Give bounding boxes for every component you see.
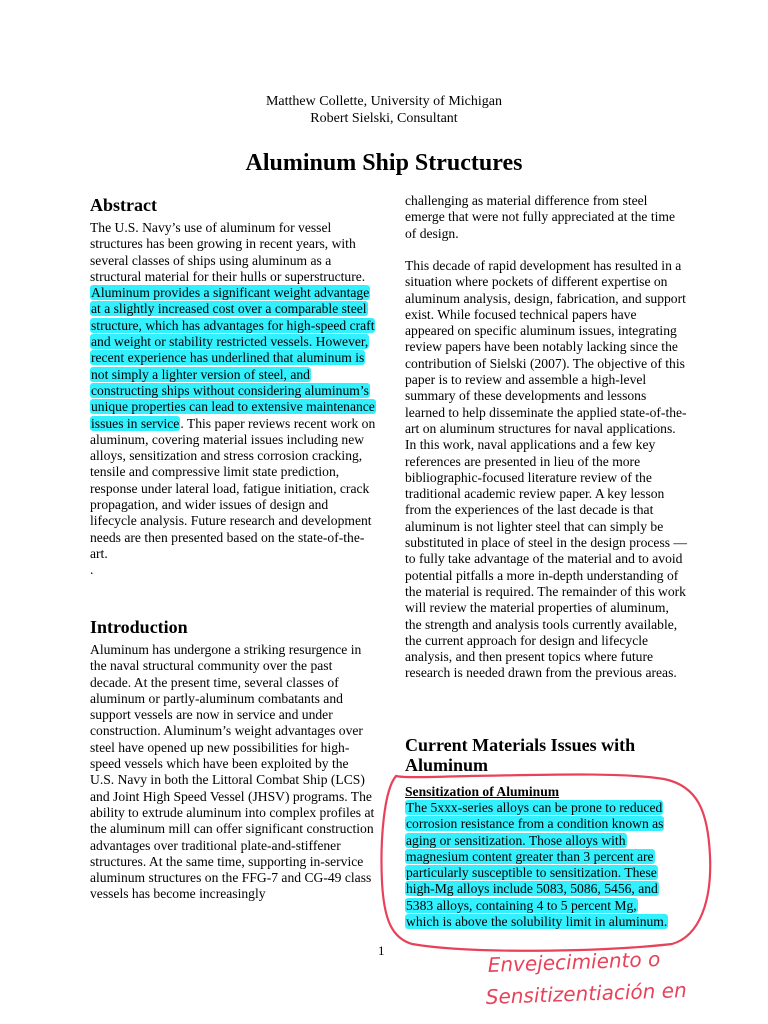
- sensitization-highlight: The 5xxx-series alloys can be prone to reduced corrosion resistance from a condition known as aging or sensitization. Those alloys with magnesium content greater than 3 percent are particularly susceptible to sensitization. These high-Mg alloys include 5083, 5086, 5456, and 5383 alloys, containing 4 to 5 percent Mg, which is above the solubility limit in aluminum.: [406, 800, 668, 930]
- page-number: 1: [378, 943, 385, 958]
- introduction-heading: Introduction: [90, 617, 188, 637]
- abstract-text-part1: The U.S. Navy’s use of aluminum for vessel structures has been growing in recent years, with several classes of ships using aluminum as a structural material for their hulls or superstructure.: [90, 220, 366, 284]
- abstract-heading: Abstract: [90, 195, 157, 215]
- paper-title: Aluminum Ship Structures: [245, 150, 523, 176]
- right-paragraph: This decade of rapid development has resulted in a situation where pockets of different expertise on aluminum analysis, design, fabrication, and support exist. While focused technical papers have appeared on specific aluminum issues, integrating review papers have been notably lacking since the contribution of Sielski (2007). The objective of this paper is to review and assemble a high-level summary of these developments and lessons learned to help disseminate the applied state-of-the-art on aluminum structures for naval applications. In this work, naval applications and a few key references are presented in lieu of the more bibliographic-focused literature review of the traditional academic review paper. A key lesson from the experiences of the last decade is that aluminum is not lighter steel that can simply be substituted in place of steel in the design process — to fully take advantage of the material and to avoid potential pitfalls a more in-depth understanding of the material is required. The remainder of this work will review the material properties of aluminum, the strength and analysis tools currently available, the current approach for design and lifecycle analysis, and then present topics where future research is needed drawn from the previous areas.: [405, 258, 688, 681]
- red-circle-annotation: [382, 775, 711, 951]
- author-1: Matthew Collette, University of Michigan: [265, 94, 502, 109]
- sensitization-subheading: Sensitization of Aluminum: [405, 784, 560, 799]
- introduction-text: Aluminum has undergone a striking resurgence in the naval structural community over the past decade. At the present time, several classes of aluminum or partly-aluminum combatants and support vessels are now in service and under construction. Aluminum’s weight advantages over steel have opened up new possibilities for high-speed vessels which have been exploited by the U.S. Navy in both the Littoral Combat Ship (LCS) and Joint High Speed Vessel (JHSV) programs. The ability to extrude aluminum into complex profiles at the aluminum mill can offer significant construction advantages over traditional plate-and-stiffener structures. At the same time, supporting in-service aluminum structures on the FFG-7 and CG-49 class vessels has become increasingly: [90, 642, 375, 902]
- materials-section-heading: Current Materials Issues with Aluminum: [405, 735, 636, 775]
- stray-period: .: [90, 562, 94, 578]
- continuation-text: challenging as material difference from steel emerge that were not fully appreciated at the time of design.: [405, 193, 675, 241]
- abstract-highlight: Aluminum provides a significant weight advantage at a slightly increased cost over a comparable steel structure, which has advantages for high-speed craft and weight or stability restricted vessels. However, recent experience has underlined that aluminum is not simply a lighter version of steel, and constructing ships without considering aluminum’s unique properties can lead to extensive maintenance issues in service: [91, 285, 375, 431]
- author-2: Robert Sielski, Consultant: [310, 111, 458, 126]
- handwritten-line-2: Sensitizentiación en: [485, 977, 688, 1009]
- handwritten-line-1: Envejecimiento o: [487, 946, 661, 977]
- abstract-text-part2: . This paper reviews recent work on aluminum, covering material issues including new alloys, sensitization and stress corrosion cracking, tensile and compressive limit state prediction, response under lateral load, fatigue initiation, crack propagation, and wider issues of design and lifecycle analysis. Future research and development needs are then presented based on the state-of-the-art.: [90, 415, 376, 561]
